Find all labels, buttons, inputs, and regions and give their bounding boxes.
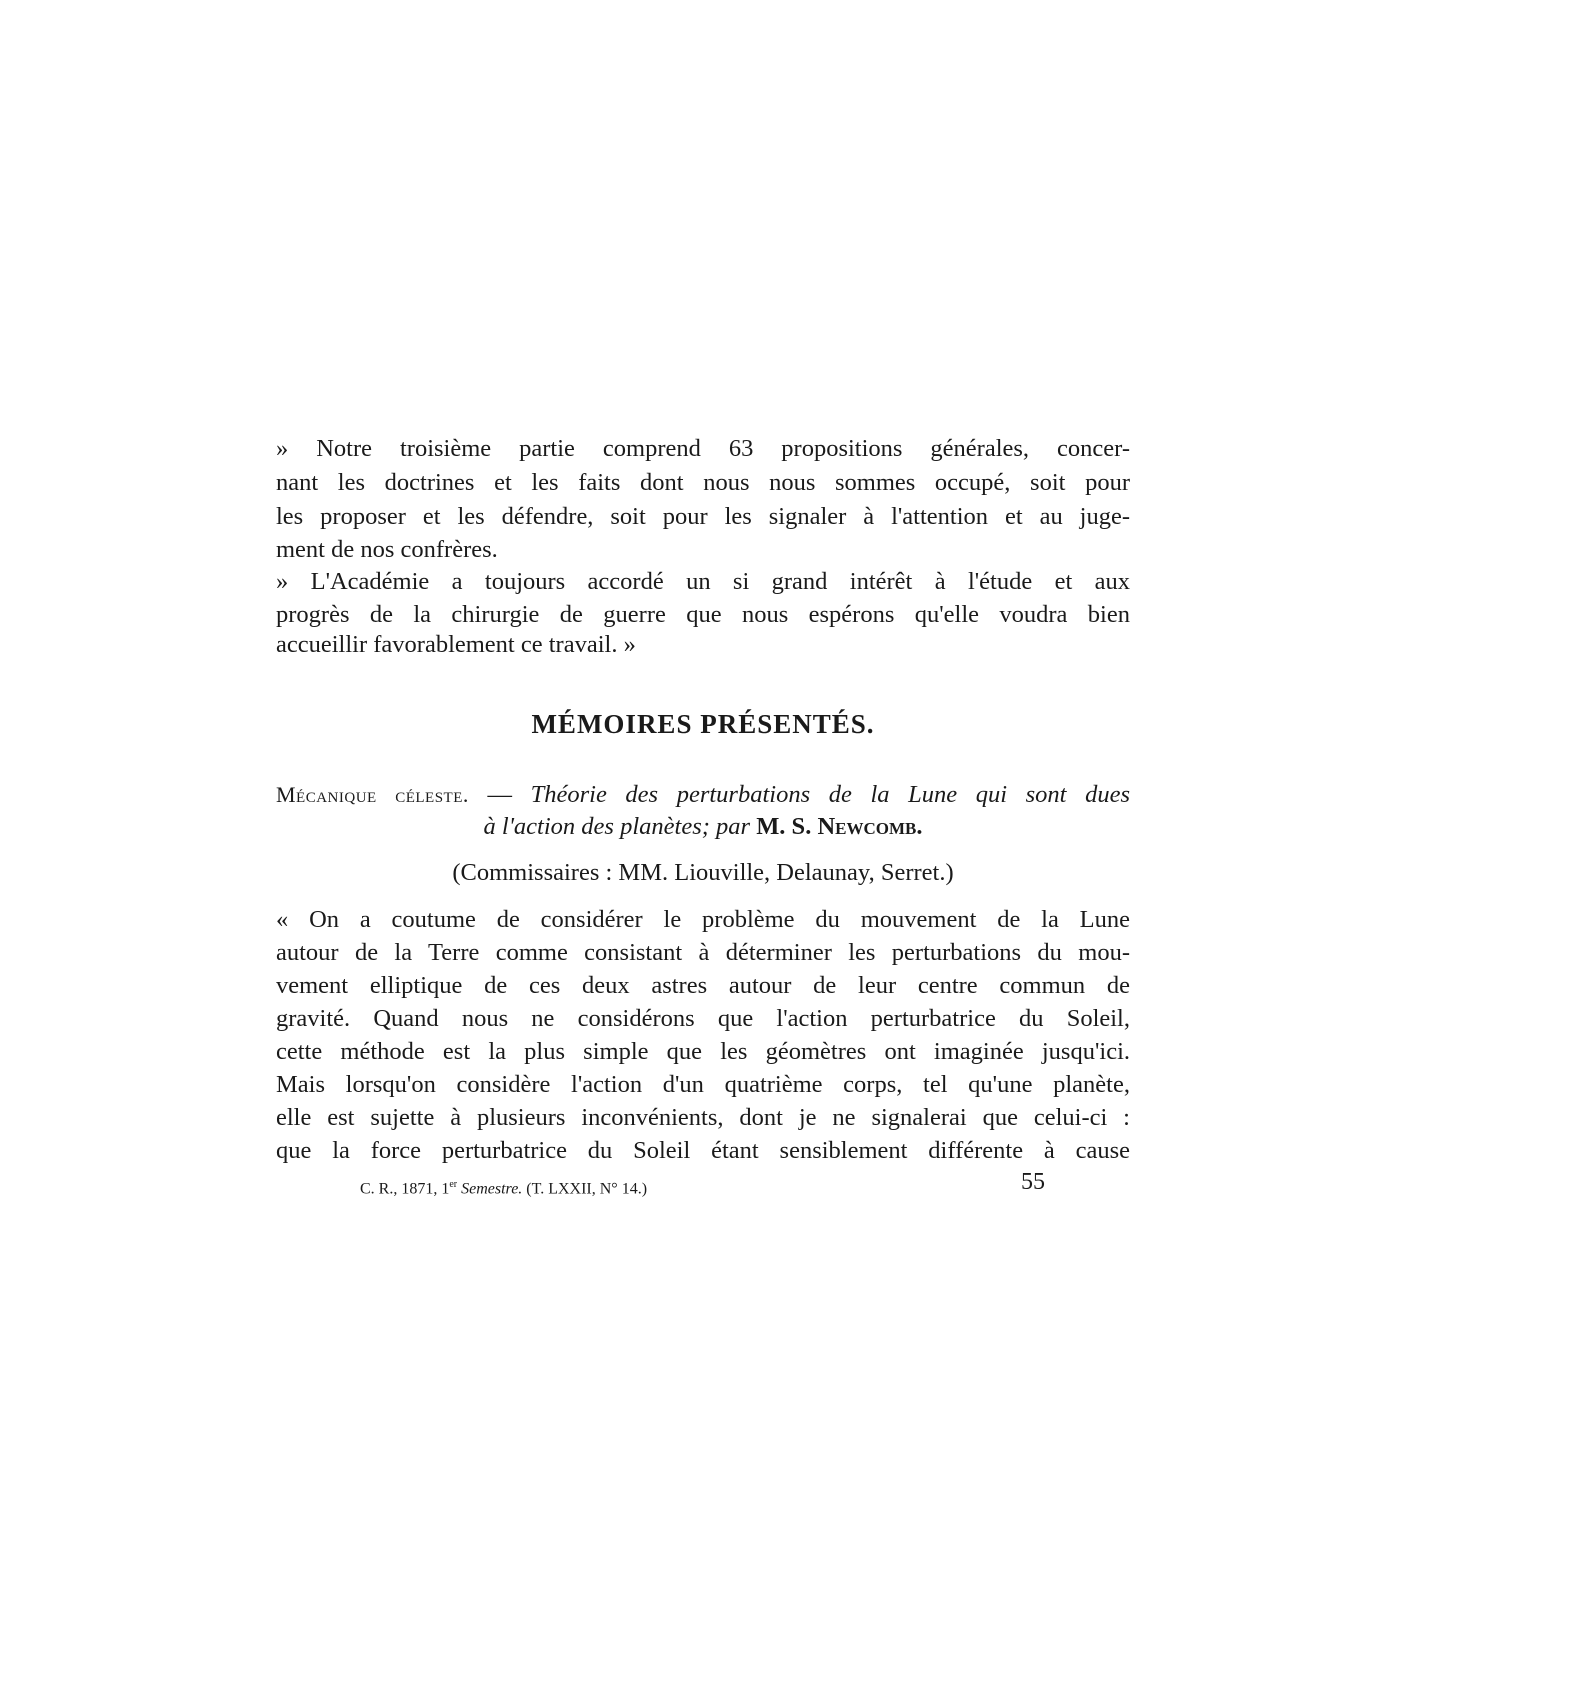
paragraph-line: progrès de la chirurgie de guerre que nous espérons qu'elle voudra bien [276, 601, 1130, 628]
footer-sup: er [449, 1179, 458, 1190]
article-title-line [276, 778, 1130, 812]
paragraph-line: nant les doctrines et les faits dont nous nous sommes occupé, soit pour [276, 469, 1130, 496]
page-footer [360, 1173, 647, 1201]
paragraph-line: les proposer et les défendre, soit pour les signaler à l'attention et au juge- [276, 503, 1130, 530]
commissioners-line: (Commissaires : MM. Liouville, Delaunay, Serret.) [452, 859, 954, 886]
paragraph-line: » Notre troisième partie comprend 63 propositions générales, concer- [276, 435, 1130, 462]
article-category: Mécanique céleste. [276, 782, 469, 807]
body-line: que la force perturbatrice du Soleil étant sensiblement différente à cause [276, 1137, 1130, 1164]
body-line: autour de la Terre comme consistant à déterminer les perturbations du mou- [276, 939, 1130, 966]
title-dash: — [468, 781, 531, 808]
article-title-line-2 [276, 810, 1130, 844]
paragraph-line: ment de nos confrères. [276, 536, 498, 563]
author-prefix: M. S. [756, 813, 812, 840]
paragraph-line: accueillir favorablement ce travail. » [276, 631, 636, 658]
page-number: 55 [1021, 1169, 1045, 1195]
footer-prefix: C. R., 1871, 1 [360, 1180, 450, 1198]
author-name: Newcomb. [817, 813, 923, 840]
article-title-part2: à l'action des planètes; par [483, 813, 751, 840]
footer-volume: (T. LXXII, N° 14.) [522, 1180, 648, 1198]
body-line: vement elliptique de ces deux astres autour de leur centre commun de [276, 972, 1130, 999]
body-line: Mais lorsqu'on considère l'action d'un quatrième corps, tel qu'une planète, [276, 1071, 1130, 1098]
article-title-part1: Théorie des perturbations de la Lune qui sont dues [530, 781, 1131, 808]
section-heading: MÉMOIRES PRÉSENTÉS. [531, 709, 875, 739]
body-line: « On a coutume de considérer le problème du mouvement de la Lune [276, 906, 1130, 933]
body-line: gravité. Quand nous ne considérons que l'action perturbatrice du Soleil, [276, 1005, 1130, 1032]
body-line: cette méthode est la plus simple que les géomètres ont imaginée jusqu'ici. [276, 1038, 1130, 1065]
body-line: elle est sujette à plusieurs inconvénients, dont je ne signalerai que celui-ci : [276, 1104, 1130, 1131]
paragraph-line: » L'Académie a toujours accordé un si grand intérêt à l'étude et aux [276, 568, 1130, 595]
footer-semestre: Semestre. [457, 1180, 523, 1198]
